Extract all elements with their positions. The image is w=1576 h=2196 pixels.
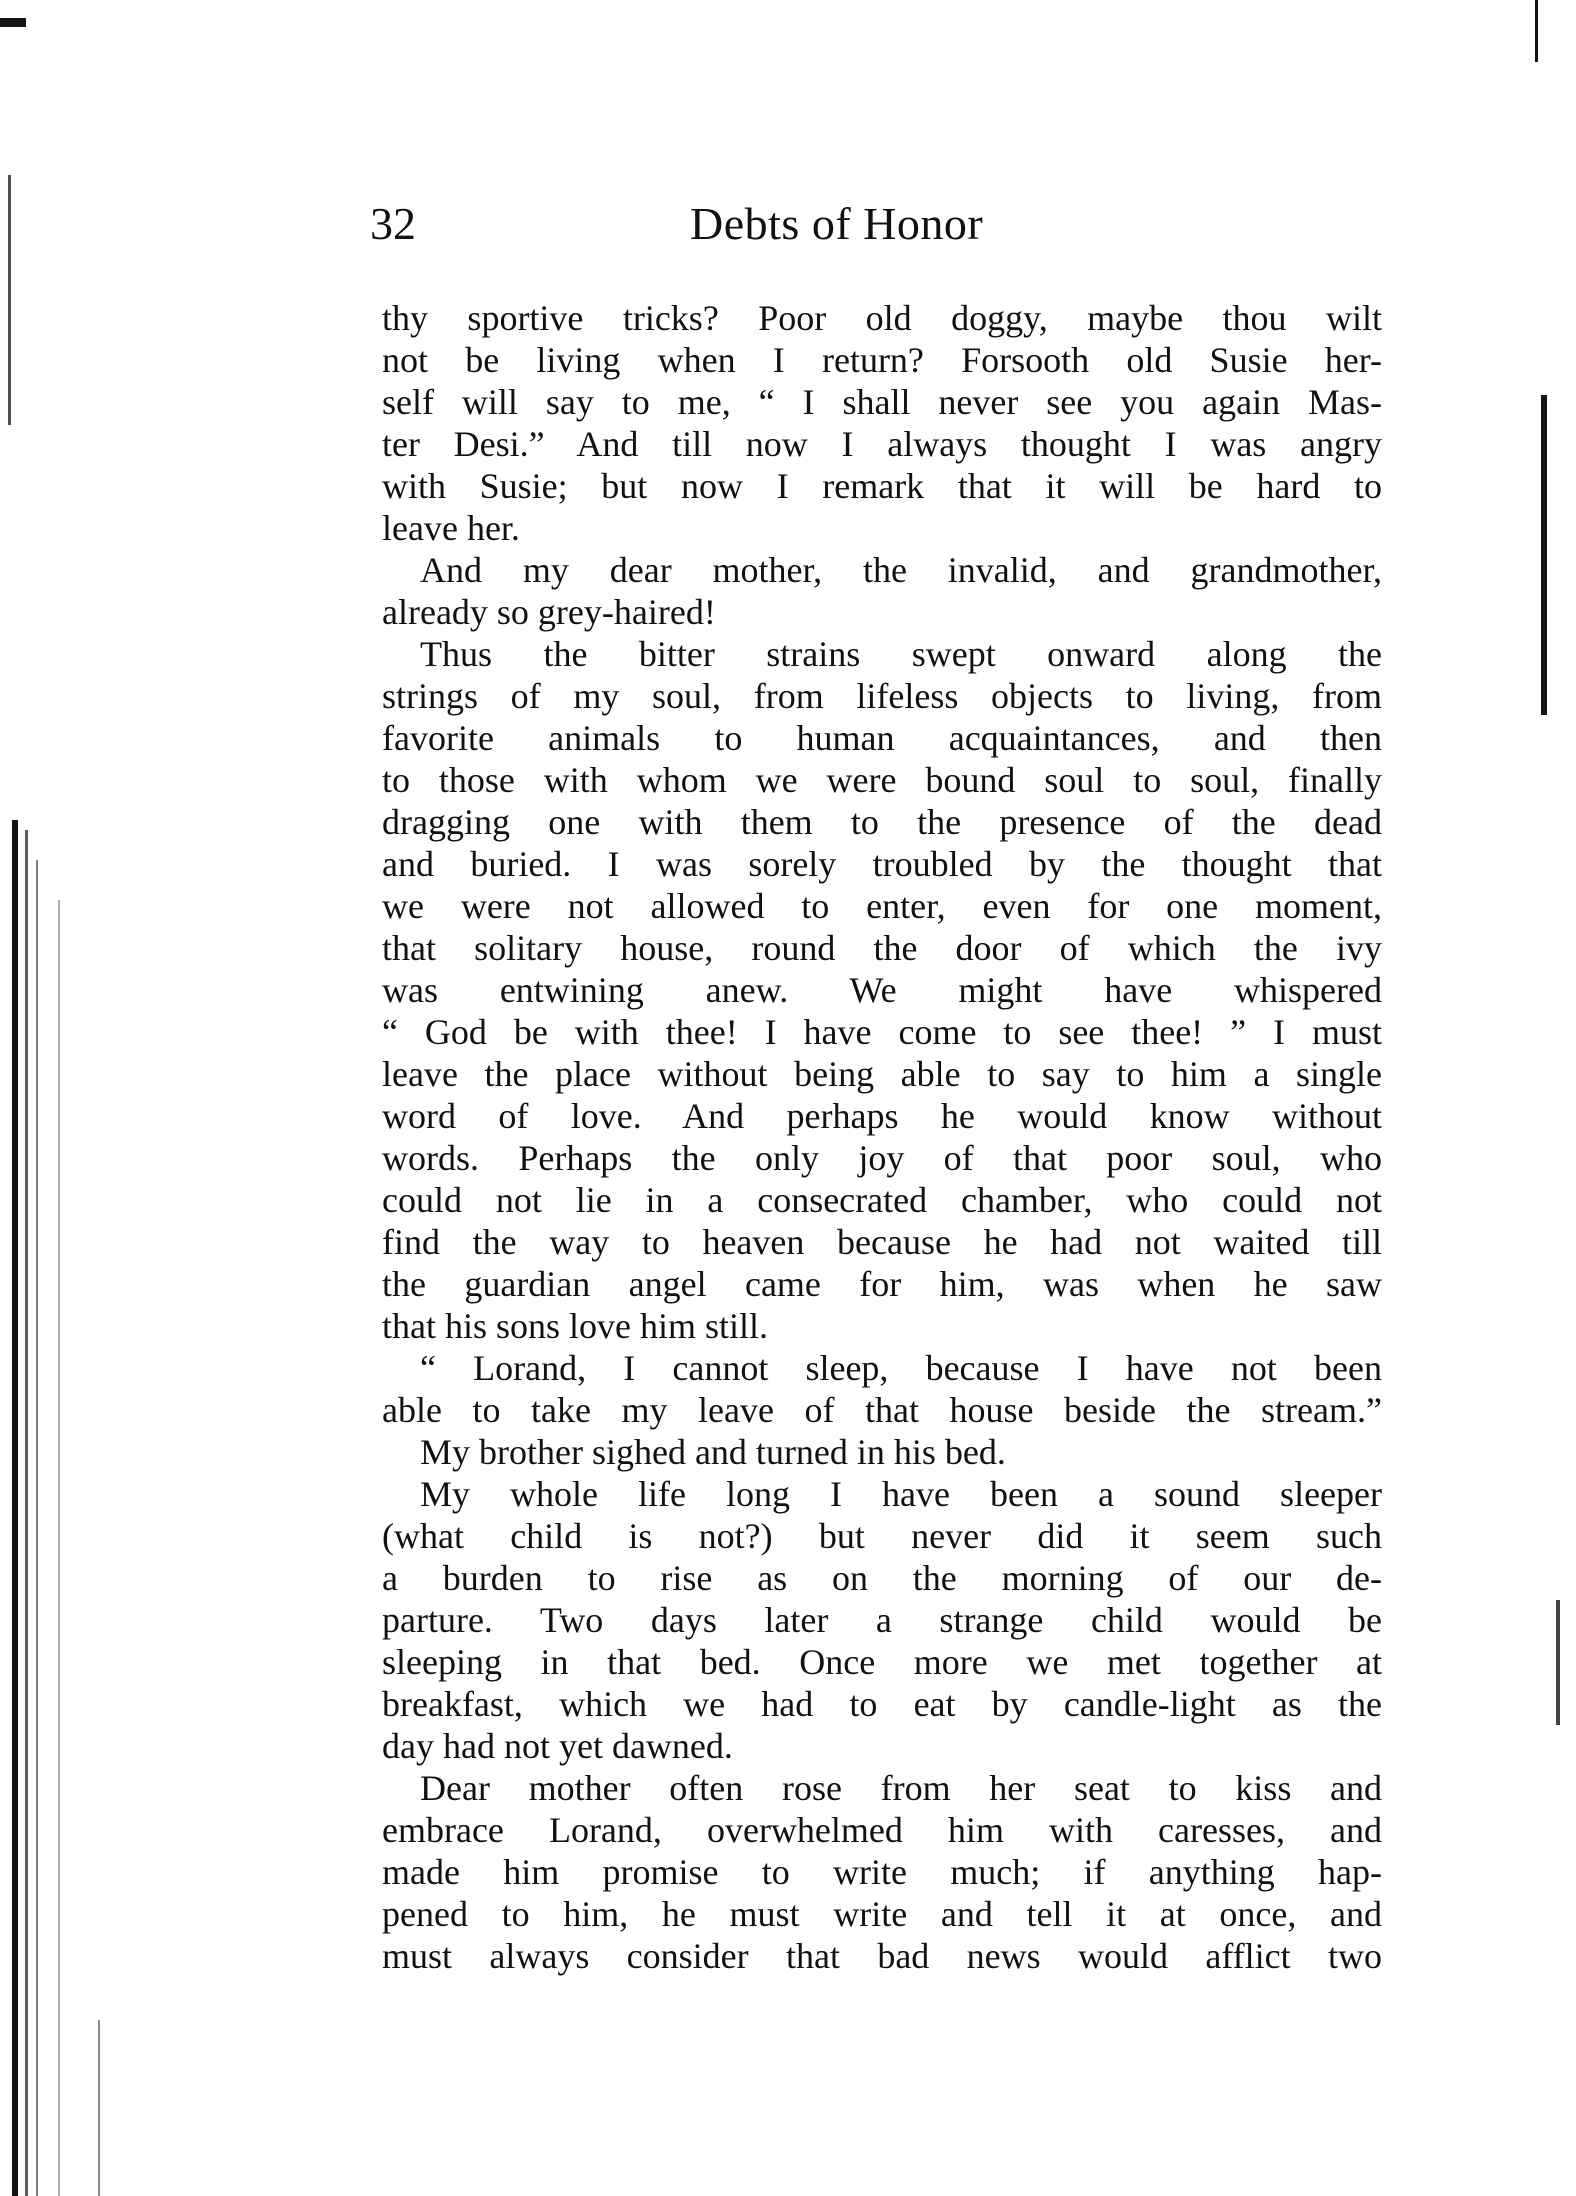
text-line: could not lie in a consecrated chamber, who could not (382, 1180, 1382, 1220)
page-header (370, 194, 1390, 254)
scan-mark-top-left (0, 18, 26, 27)
binding-shadow (8, 175, 11, 425)
text-line: breakfast, which we had to eat by candle-light as the (382, 1684, 1382, 1724)
text-line: we were not allowed to enter, even for one moment, (382, 886, 1382, 926)
text-line: sleeping in that bed. Once more we met together at (382, 1642, 1382, 1682)
text-line: word of love. And perhaps he would know without (382, 1096, 1382, 1136)
text-line: that his sons love him still. (382, 1306, 769, 1346)
text-line: (what child is not?) but never did it seem such (382, 1516, 1382, 1556)
text-line: Thus the bitter strains swept onward along the (420, 634, 1382, 674)
text-line: the guardian angel came for him, was when he saw (382, 1264, 1382, 1304)
body-text (382, 297, 1382, 1977)
binding-shadow (98, 2020, 100, 2196)
text-line: thy sportive tricks? Poor old doggy, maybe thou wilt (382, 298, 1382, 338)
text-line: “ God be with thee! I have come to see thee! ” I must (382, 1012, 1382, 1052)
text-line: that solitary house, round the door of which the ivy (382, 928, 1382, 968)
text-line: self will say to me, “ I shall never see you again Mas- (382, 382, 1382, 422)
text-line: with Susie; but now I remark that it will be hard to (382, 466, 1382, 506)
text-line: My whole life long I have been a sound sleeper (420, 1474, 1382, 1514)
text-line: dragging one with them to the presence of the dead (382, 802, 1382, 842)
text-line: was entwining anew. We might have whispered (382, 970, 1382, 1010)
text-line: Dear mother often rose from her seat to kiss and (420, 1768, 1382, 1808)
page-number: 32 (370, 198, 416, 249)
text-line: not be living when I return? Forsooth old Susie her- (382, 340, 1382, 380)
text-line: find the way to heaven because he had not waited till (382, 1222, 1382, 1262)
text-line: day had not yet dawned. (382, 1726, 733, 1766)
text-line: leave the place without being able to say to him a single (382, 1054, 1382, 1094)
text-line: already so grey-haired! (382, 592, 716, 632)
text-line: must always consider that bad news would afflict two (382, 1936, 1382, 1976)
text-line: And my dear mother, the invalid, and grandmother, (420, 550, 1382, 590)
binding-shadow (58, 900, 60, 2196)
text-line: favorite animals to human acquaintances, and then (382, 718, 1382, 758)
text-line: parture. Two days later a strange child would be (382, 1600, 1382, 1640)
scan-mark-right (1556, 1600, 1560, 1725)
binding-shadow (25, 830, 28, 2196)
text-line: strings of my soul, from lifeless objects to living, from (382, 676, 1382, 716)
text-line: ter Desi.” And till now I always thought I was angry (382, 424, 1382, 464)
text-line: pened to him, he must write and tell it at once, and (382, 1894, 1382, 1934)
text-line: “ Lorand, I cannot sleep, because I have not been (420, 1348, 1382, 1388)
scan-mark-right (1535, 0, 1538, 62)
binding-shadow (36, 860, 38, 2196)
binding-shadow (12, 820, 18, 2196)
text-line: able to take my leave of that house beside the stream.” (382, 1390, 1382, 1430)
text-line: words. Perhaps the only joy of that poor soul, who (382, 1138, 1382, 1178)
text-line: My brother sighed and turned in his bed. (420, 1432, 1006, 1472)
text-line: made him promise to write much; if anything hap- (382, 1852, 1382, 1892)
text-line: to those with whom we were bound soul to soul, finally (382, 760, 1382, 800)
scan-mark-right (1541, 395, 1547, 715)
text-line: a burden to rise as on the morning of our de- (382, 1558, 1382, 1598)
text-line: leave her. (382, 508, 520, 548)
running-title: Debts of Honor (690, 198, 984, 249)
text-line: and buried. I was sorely troubled by the thought that (382, 844, 1382, 884)
text-line: embrace Lorand, overwhelmed him with caresses, and (382, 1810, 1382, 1850)
